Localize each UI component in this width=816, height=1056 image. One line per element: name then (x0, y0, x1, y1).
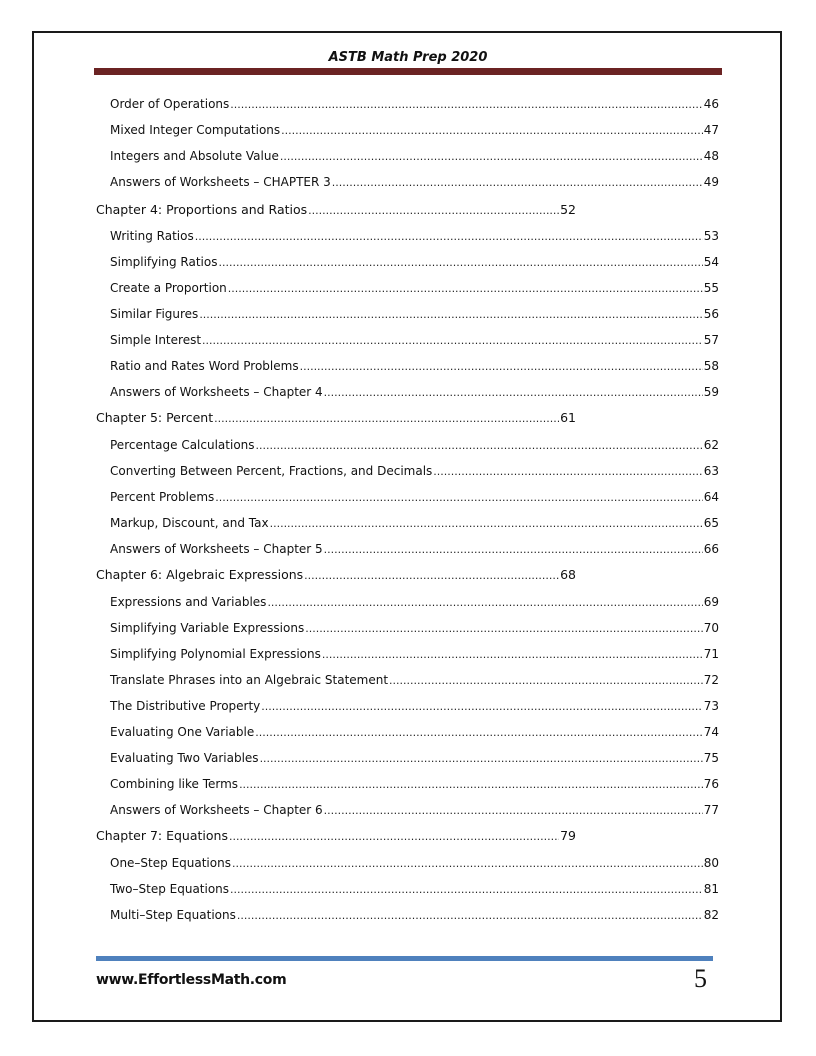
toc-entry[interactable] (110, 122, 719, 139)
toc-entry[interactable] (110, 907, 719, 924)
toc-leader-dots (239, 777, 703, 793)
toc-entry-title: Two–Step Equations (110, 882, 230, 896)
toc-entry-title: Integers and Absolute Value (110, 149, 279, 163)
toc-entry-page: 58 (703, 359, 719, 373)
toc-leader-dots (324, 542, 703, 558)
toc-entry-title: Multi–Step Equations (110, 908, 236, 922)
toc-entry-title: Combining like Terms (110, 777, 239, 791)
toc-entry[interactable] (110, 698, 719, 715)
toc-entry[interactable] (110, 489, 719, 506)
toc-entry[interactable] (110, 541, 719, 558)
toc-entry-title: Percent Problems (110, 490, 215, 504)
footer-rule (96, 956, 713, 961)
toc-entry[interactable] (110, 148, 719, 165)
toc-entry-title: The Distributive Property (110, 699, 261, 713)
toc-entry-page: 76 (703, 777, 719, 791)
toc-leader-dots (324, 385, 703, 401)
toc-entry-title: Converting Between Percent, Fractions, and Decimals (110, 464, 433, 478)
toc-chapter[interactable] (96, 567, 576, 584)
toc-entry-title: One–Step Equations (110, 856, 231, 870)
toc-entry-page: 54 (703, 255, 719, 269)
toc-entry[interactable] (110, 228, 719, 245)
toc-entry-title: Create a Proportion (110, 281, 227, 295)
header-rule (94, 68, 722, 75)
toc-entry[interactable] (110, 515, 719, 532)
toc-chapter-page: 68 (560, 567, 576, 582)
toc-leader-dots (202, 333, 703, 349)
toc-leader-dots (230, 97, 702, 113)
toc-leader-dots (255, 725, 702, 741)
toc-leader-dots (228, 281, 703, 297)
toc-leader-dots (230, 882, 703, 898)
toc-entry[interactable] (110, 750, 719, 767)
toc-entry-page: 59 (703, 385, 719, 399)
toc-entry-page: 69 (703, 595, 719, 609)
toc-leader-dots (300, 359, 703, 375)
toc-entry-page: 49 (703, 175, 719, 189)
toc-entry-title: Markup, Discount, and Tax (110, 516, 269, 530)
toc-entry-page: 66 (703, 542, 719, 556)
toc-entry-page: 53 (703, 229, 719, 243)
toc-chapter[interactable] (96, 410, 576, 427)
toc-entry-page: 71 (703, 647, 719, 661)
toc-entry-title: Answers of Worksheets – Chapter 5 (110, 542, 323, 556)
toc-chapter-title: Chapter 6: Algebraic Expressions (96, 567, 304, 582)
toc-entry[interactable] (110, 776, 719, 793)
toc-entry[interactable] (110, 802, 719, 819)
toc-entry[interactable] (110, 437, 719, 454)
toc-leader-dots (281, 123, 703, 139)
toc-leader-dots (305, 621, 703, 637)
toc-entry-title: Translate Phrases into an Algebraic Statement (110, 673, 389, 687)
toc-entry-page: 64 (703, 490, 719, 504)
toc-entry-page: 72 (703, 673, 719, 687)
toc-entry[interactable] (110, 384, 719, 401)
toc-entry[interactable] (110, 463, 719, 480)
toc-leader-dots (322, 647, 703, 663)
toc-entry[interactable] (110, 306, 719, 323)
toc-chapter-title: Chapter 4: Proportions and Ratios (96, 202, 308, 217)
toc-leader-dots (389, 673, 703, 689)
toc-entry-page: 63 (703, 464, 719, 478)
toc-entry[interactable] (110, 254, 719, 271)
toc-leader-dots (229, 829, 559, 845)
toc-leader-dots (215, 490, 702, 506)
toc-entry[interactable] (110, 358, 719, 375)
toc-entry-page: 56 (703, 307, 719, 321)
toc-entry[interactable] (110, 724, 719, 741)
toc-leader-dots (324, 803, 703, 819)
toc-leader-dots (256, 438, 703, 454)
toc-leader-dots (433, 464, 702, 480)
page-number: 5 (694, 964, 707, 993)
toc-entry-page: 74 (703, 725, 719, 739)
toc-entry[interactable] (110, 620, 719, 637)
toc-entry-title: Evaluating One Variable (110, 725, 255, 739)
toc-entry-title: Ratio and Rates Word Problems (110, 359, 299, 373)
toc-entry-title: Simple Interest (110, 333, 202, 347)
toc-entry[interactable] (110, 280, 719, 297)
toc-chapter-page: 52 (560, 202, 576, 217)
toc-entry-page: 55 (703, 281, 719, 295)
toc-chapter-title: Chapter 7: Equations (96, 828, 228, 843)
toc-chapter-page: 79 (560, 828, 576, 843)
toc-entry-page: 46 (703, 97, 719, 111)
toc-entry[interactable] (110, 855, 719, 872)
toc-chapter[interactable] (96, 202, 576, 219)
toc-chapter-title: Chapter 5: Percent (96, 410, 214, 425)
toc-entry-page: 81 (703, 882, 719, 896)
toc-entry[interactable] (110, 881, 719, 898)
toc-entry[interactable] (110, 174, 719, 191)
toc-leader-dots (237, 908, 703, 924)
toc-entry-title: Writing Ratios (110, 229, 194, 243)
toc-entry-page: 57 (703, 333, 719, 347)
toc-entry-title: Answers of Worksheets – Chapter 6 (110, 803, 323, 817)
toc-leader-dots (260, 751, 703, 767)
toc-leader-dots (218, 255, 702, 271)
toc-entry-title: Answers of Worksheets – CHAPTER 3 (110, 175, 331, 189)
toc-leader-dots (199, 307, 702, 323)
toc-entry-title: Mixed Integer Computations (110, 123, 281, 137)
toc-entry-title: Evaluating Two Variables (110, 751, 259, 765)
toc-entry-page: 65 (703, 516, 719, 530)
toc-leader-dots (280, 149, 703, 165)
toc-chapter[interactable] (96, 828, 576, 845)
toc-leader-dots (304, 568, 559, 584)
toc-leader-dots (308, 203, 559, 219)
toc-entry-page: 70 (703, 621, 719, 635)
toc-entry-title: Answers of Worksheets – Chapter 4 (110, 385, 323, 399)
footer-website: www.EffortlessMath.com (96, 972, 287, 988)
toc-chapter-page: 61 (560, 410, 576, 425)
toc-entry-title: Simplifying Variable Expressions (110, 621, 305, 635)
toc-entry[interactable] (110, 332, 719, 349)
toc-entry-title: Similar Figures (110, 307, 199, 321)
toc-entry-page: 62 (703, 438, 719, 452)
toc-entry[interactable] (110, 96, 719, 113)
toc-entry-title: Expressions and Variables (110, 595, 267, 609)
toc-entry[interactable] (110, 594, 719, 611)
toc-entry-page: 73 (703, 699, 719, 713)
page-header-title: ASTB Math Prep 2020 (328, 50, 488, 65)
toc-entry-page: 48 (703, 149, 719, 163)
toc-entry-title: Simplifying Ratios (110, 255, 218, 269)
toc-entry-page: 82 (703, 908, 719, 922)
toc-entry-title: Simplifying Polynomial Expressions (110, 647, 321, 661)
toc-leader-dots (261, 699, 702, 715)
toc-entry-page: 77 (703, 803, 719, 817)
toc-leader-dots (270, 516, 703, 532)
toc-entry-title: Percentage Calculations (110, 438, 255, 452)
toc-entry-title: Order of Operations (110, 97, 230, 111)
toc-entry[interactable] (110, 646, 719, 663)
toc-entry-page: 47 (703, 123, 719, 137)
toc-leader-dots (267, 595, 702, 611)
toc-leader-dots (214, 411, 559, 427)
toc-leader-dots (232, 856, 703, 872)
toc-leader-dots (332, 175, 703, 191)
toc-entry-page: 75 (703, 751, 719, 765)
toc-entry-page: 80 (703, 856, 719, 870)
toc-entry[interactable] (110, 672, 719, 689)
toc-leader-dots (195, 229, 703, 245)
